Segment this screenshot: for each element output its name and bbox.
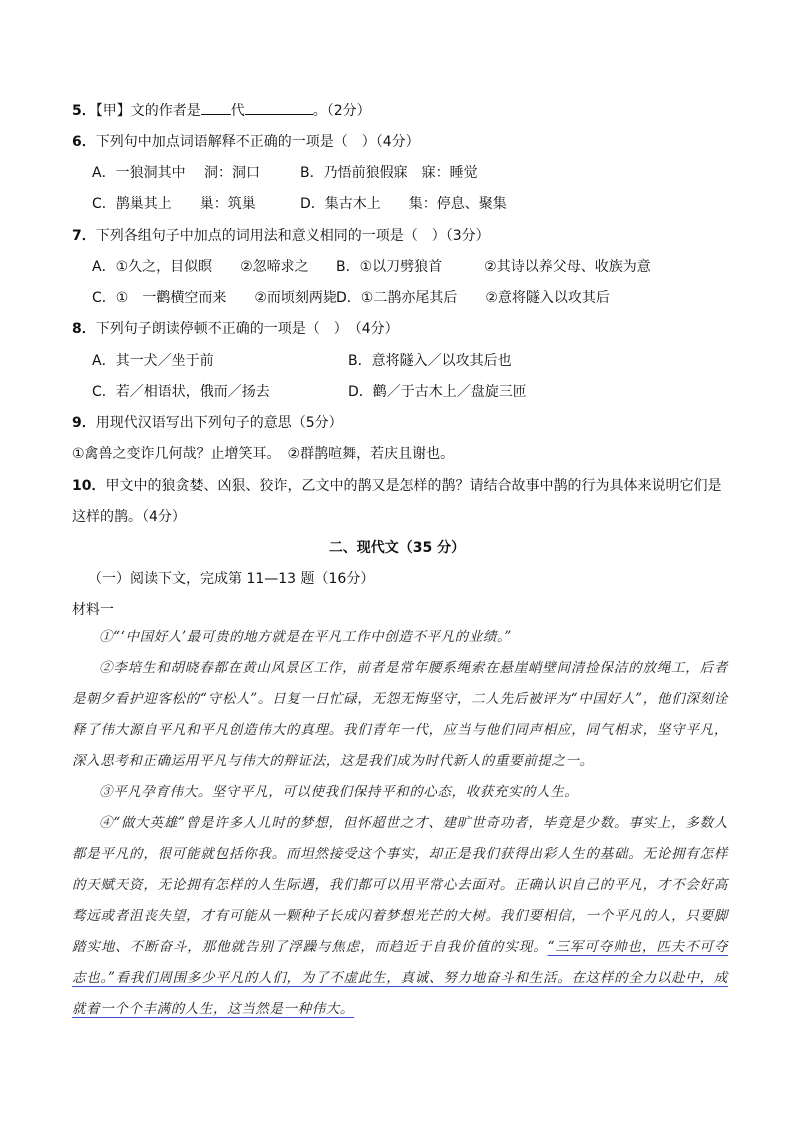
question-text: 下列各组句子中加点的词用法和意义相同的一项是（ ）（3分） — [95, 228, 490, 244]
question-text: 下列句中加点词语解释不正确的一项是（ ）（4分） — [95, 134, 420, 150]
option-a: A．①久之，目似瞑 ②忽啼求之 — [92, 259, 309, 275]
question-number: 6． — [72, 134, 96, 150]
passage-paragraph — [72, 808, 728, 1025]
question-number: 7． — [72, 228, 96, 244]
question-text: 甲文中的狼贪婪、凶狠、狡诈，乙文中的鹊又是怎样的鹊？请结合故事中鹊的行为具体来说明它们是 — [105, 478, 722, 494]
option-a: A．一狼洞其中 洞：洞口 — [92, 165, 261, 181]
question-text: 【甲】文的作者是 — [95, 103, 201, 119]
option-c: C．若／相语状，俄而／扬去 — [92, 384, 270, 400]
question-10 — [72, 476, 721, 496]
answer-blank[interactable] — [201, 100, 231, 115]
underlined-passage-text: “三军可夺帅也，匹夫不可夺志也。”看我们周围多少平凡的人们，为了不虚此生，真诚、努力地奋斗和生活。在这样的全力以赴中，成就着一个个丰满的人生，这当然是一种伟大。 — [72, 939, 728, 1017]
option-d: D．鹳／于古木上／盘旋三匝 — [348, 384, 527, 400]
question-number: 5． — [72, 103, 96, 119]
question-5 — [72, 100, 371, 121]
passage-paragraph: ②李培生和胡晓春都在黄山风景区工作，前者是常年腰系绳索在悬崖峭壁间清捡保洁的放绳工，后者是朝夕看护迎客松的“守松人”。日复一日忙碌，无怨无悔坚守，二人先后被评为“中国好人”，他们深刻诠释了伟大源自平凡和平凡创造伟大的真理。我们青年一代，应当与他们同声相应，同气相求，坚守平凡，深入思考和正确运用平凡与伟大的辩证法，这是我们成为时代新人的重要前提之一。 — [72, 660, 728, 769]
q9-sentences: ①禽兽之变诈几何哉？止增笑耳。 ②群鹊喧舞，若庆且谢也。 — [72, 446, 455, 462]
option-d: D．集古木上 集：停息、聚集 — [300, 196, 507, 212]
passage-paragraph: ③平凡孕育伟大。坚守平凡，可以使我们保持平和的心态，收获充实的人生。 — [99, 784, 579, 800]
question-text: 下列句子朗读停顿不正确的一项是（ ） （4分） — [95, 321, 399, 337]
option-c: C．鹊巢其上 巢：筑巢 — [92, 196, 256, 212]
answer-blank[interactable] — [245, 100, 313, 115]
material-label: 材料一 — [72, 602, 114, 618]
reading-passage — [72, 622, 728, 1025]
question-number: 10． — [72, 478, 106, 494]
passage-text: ④“做大英雄”曾是许多人儿时的梦想，但怀超世之才、建旷世奇功者，毕竟是少数。事实上，多数人都是平凡的，很可能就包括你我。而坦然接受这个事实，却正是我们获得出彩人生的基础。无论拥有怎样的天赋天资，无论拥有怎样的人生际遇，我们都可以用平常心去面对。正确认识自己的平凡，才不会好高骛远或者沮丧失望，才有可能从一颗种子长成闪着梦想光芒的大树。我们要相信，一个平凡的人，只要脚踏实地、不断奋斗，那他就告别了浮躁与焦虑，而趋近于自我价值的实现。 — [72, 815, 728, 955]
option-b: B．①以刀劈狼首 ②其诗以养父母、收族为意 — [336, 259, 651, 275]
question-9 — [72, 413, 343, 433]
question-number: 8． — [72, 321, 96, 337]
option-c: C．① 一鹳横空而来 ②而顷刻两毙 — [92, 290, 337, 306]
option-a: A．其一犬／坐于前 — [92, 353, 214, 369]
section-subtitle: （一）阅读下文，完成第 11—13 题（16分） — [88, 571, 375, 587]
question-text: 。（2分） — [312, 103, 371, 119]
question-number: 9． — [72, 415, 96, 431]
section-title: 二、现代文（35 分） — [328, 540, 466, 556]
option-b: B．乃悟前狼假寐 寐：睡觉 — [300, 165, 478, 181]
question-text: 用现代汉语写出下列句子的意思（5分） — [95, 415, 343, 431]
passage-paragraph: ①“‘中国好人’最可贵的地方就是在平凡工作中创造不平凡的业绩。” — [99, 629, 512, 645]
question-8 — [72, 319, 399, 339]
option-b: B．意将隧入／以攻其后也 — [348, 353, 512, 369]
question-10-cont: 这样的鹊。（4分） — [72, 509, 186, 525]
question-6 — [72, 132, 420, 152]
question-text: 代 — [230, 103, 245, 119]
option-d: D．①二鹊亦尾其后 ②意将隧入以攻其后 — [336, 290, 610, 306]
question-7 — [72, 226, 490, 246]
